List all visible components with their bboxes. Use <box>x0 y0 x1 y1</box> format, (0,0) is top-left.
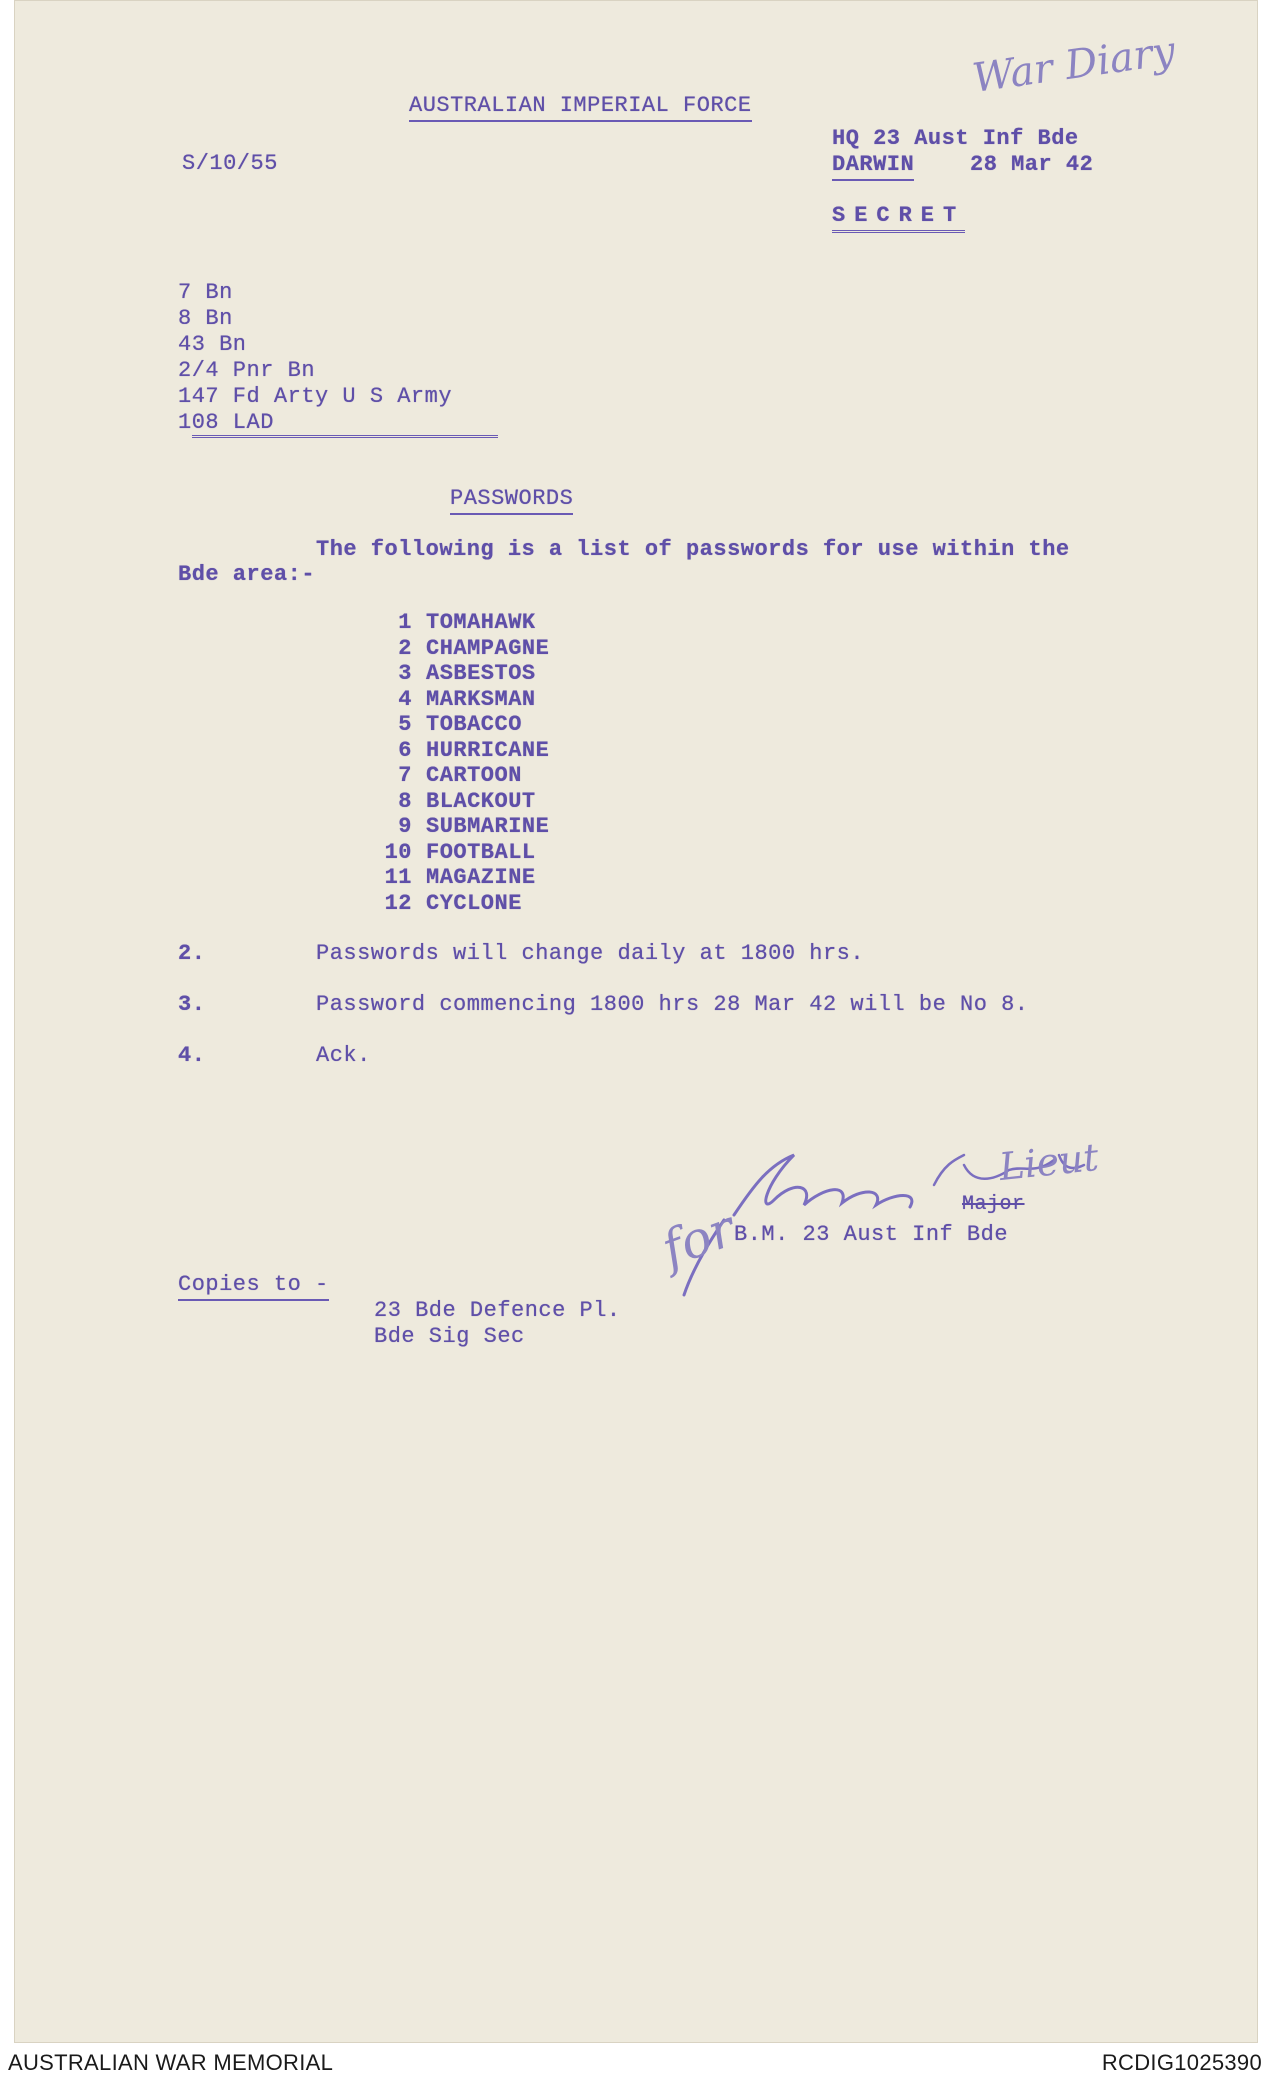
password-row <box>362 636 549 662</box>
addressee: 108 LAD <box>178 410 274 435</box>
password-row <box>362 712 549 738</box>
addressee: 2/4 Pnr Bn <box>178 358 316 383</box>
password-word: TOBACCO <box>426 712 522 737</box>
intro-line-1: The following is a list of passwords for use within the <box>316 537 1070 562</box>
addressee: 147 Fd Arty U S Army <box>178 384 453 409</box>
password-number: 7 <box>398 763 412 788</box>
war-diary-annotation: War Diary <box>969 28 1178 102</box>
password-word: ASBESTOS <box>426 661 536 686</box>
password-row <box>362 738 549 764</box>
password-word: MARKSMAN <box>426 686 536 712</box>
password-word: BLACKOUT <box>426 788 536 814</box>
password-number: 6 <box>398 737 412 763</box>
password-row <box>362 789 549 815</box>
password-number: 2 <box>398 635 412 661</box>
password-word: CARTOON <box>426 763 522 788</box>
hq-location: DARWIN <box>832 152 914 181</box>
paragraph-text: Passwords will change daily at 1800 hrs. <box>316 941 865 966</box>
paragraph-text: Ack. <box>316 1043 371 1068</box>
addressee: 43 Bn <box>178 332 247 357</box>
copy-recipient: 23 Bde Defence Pl. <box>374 1298 621 1323</box>
document-sheet <box>14 0 1258 2043</box>
password-word: MAGAZINE <box>426 865 536 890</box>
password-number: 3 <box>398 661 412 686</box>
org-heading: AUSTRALIAN IMPERIAL FORCE <box>409 93 752 122</box>
password-word: CHAMPAGNE <box>426 635 550 661</box>
password-row <box>362 814 549 840</box>
password-row <box>362 661 549 687</box>
addressee: 8 Bn <box>178 306 233 331</box>
signature-for: for <box>654 1199 743 1279</box>
password-number: 10 <box>384 839 412 865</box>
password-row <box>362 763 549 789</box>
password-row <box>362 840 549 866</box>
signatory-title: B.M. 23 Aust Inf Bde <box>734 1222 1009 1247</box>
password-number: 1 <box>398 610 412 635</box>
password-row <box>362 687 549 713</box>
intro-line-2: Bde area:- <box>178 562 316 587</box>
hq-name: HQ 23 Aust Inf Bde <box>832 126 1079 151</box>
archive-id: RCDIG1025390 <box>1101 2050 1262 2075</box>
password-number: 9 <box>398 814 412 839</box>
classification-stamp: SECRET <box>832 203 965 233</box>
password-word: CYCLONE <box>426 890 522 916</box>
password-word: HURRICANE <box>426 737 550 763</box>
password-row <box>362 610 549 636</box>
password-row <box>362 865 549 891</box>
password-list <box>362 610 549 916</box>
password-word: FOOTBALL <box>426 839 536 865</box>
signatory-rank: Major <box>962 1193 1025 1216</box>
signature-hand-rank: Lieut <box>996 1134 1101 1190</box>
archive-credit: AUSTRALIAN WAR MEMORIAL <box>8 2050 334 2075</box>
addressee-rule <box>192 435 498 438</box>
password-number: 12 <box>384 890 412 916</box>
paragraph-number: 4. <box>178 1043 206 1068</box>
paragraph-number: 3. <box>178 992 206 1017</box>
password-number: 8 <box>398 788 412 814</box>
password-word: SUBMARINE <box>426 814 550 839</box>
copies-label: Copies to - <box>178 1272 329 1301</box>
reference-number: S/10/55 <box>182 151 278 176</box>
password-number: 5 <box>398 712 412 737</box>
document-date: 28 Mar 42 <box>970 152 1094 177</box>
paragraph-text: Password commencing 1800 hrs 28 Mar 42 will be No 8. <box>316 992 1029 1017</box>
copy-recipient: Bde Sig Sec <box>374 1324 525 1349</box>
password-word: TOMAHAWK <box>426 610 536 635</box>
password-number: 11 <box>384 865 412 890</box>
password-row <box>362 891 549 917</box>
paragraph-number: 2. <box>178 941 206 966</box>
password-number: 4 <box>398 686 412 712</box>
subject-heading: PASSWORDS <box>450 486 573 515</box>
addressee: 7 Bn <box>178 280 233 305</box>
